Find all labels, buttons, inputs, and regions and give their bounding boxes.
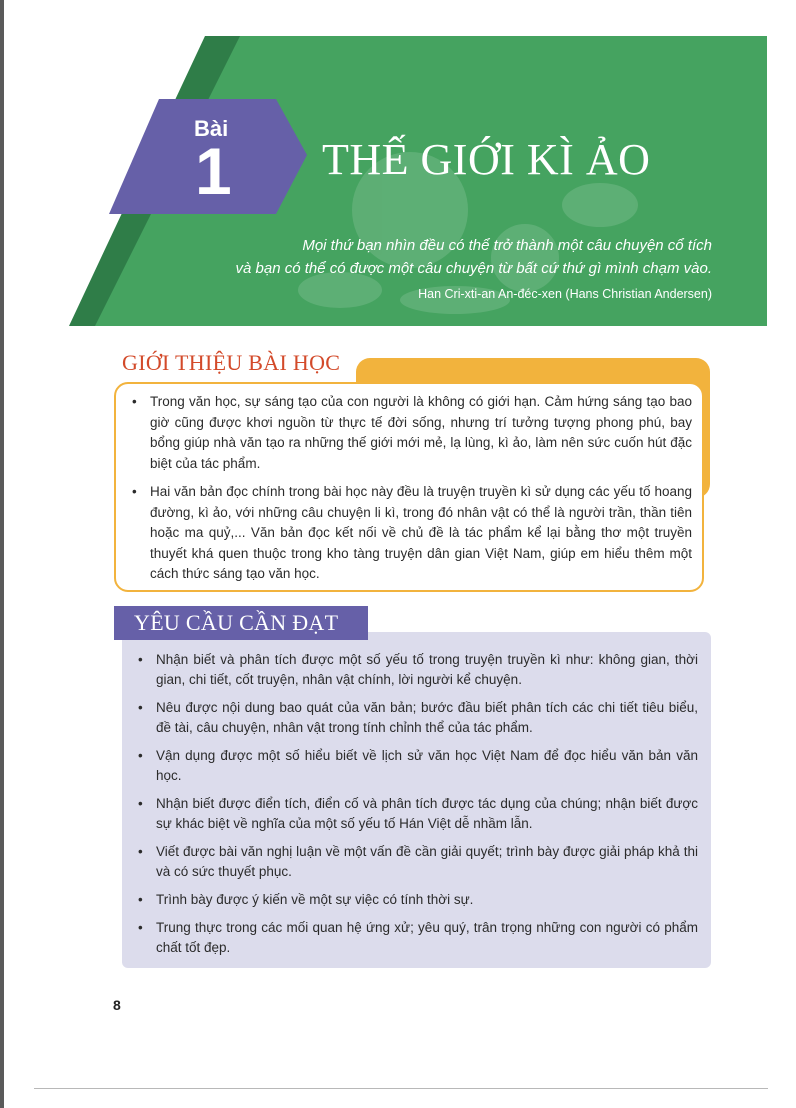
intro-heading: GIỚI THIỆU BÀI HỌC [122, 350, 341, 375]
bottom-divider [34, 1088, 768, 1089]
requirements-list [136, 650, 698, 966]
lesson-title: THẾ GIỚI KÌ ẢO [322, 135, 651, 184]
requirements-heading: YÊU CẦU CẦN ĐẠT [134, 610, 339, 635]
list-item: • Trình bày được ý kiến về một sự việc có tính thời sự. [136, 890, 698, 910]
list-item: • Nhận biết được điển tích, điển cố và phân tích được tác dụng của chúng; nhận biết được sự khác biệt về nghĩa của một số yếu tố Hán Việt dễ nhầm lẫn. [136, 794, 698, 834]
list-item: • Viết được bài văn nghị luận về một vấn đề cần giải quyết; trình bày được giải pháp khả thi và có sức thuyết phục. [136, 842, 698, 882]
quote-line: Mọi thứ bạn nhìn đều có thể trở thành một câu chuyện cổ tích [302, 237, 712, 254]
lesson-label: Bài [194, 116, 229, 141]
list-item: • Hai văn bản đọc chính trong bài học này đều là truyện truyền kì sử dụng các yếu tố hoang đường, kì ảo, với những câu chuyện li kì, trong đó nhân vật có thể là người trần, thần tiên hoặc ma quỷ,... Văn bản đọc kết nối về chủ đề là tác phẩm kể lại bằng thơ một truyền thuyết khá quen thuộc trong kho tàng truyện dân gian Việt Nam, giúp em hiểu thêm một cách thức sáng tạo văn học. [130, 482, 692, 585]
quote-line: và bạn có thể có được một câu chuyện từ bất cứ thứ gì mình chạm vào. [235, 260, 712, 277]
list-item: • Trung thực trong các mối quan hệ ứng xử; yêu quý, trân trọng những con người có phẩm chất tốt đẹp. [136, 918, 698, 958]
list-item: • Nhận biết và phân tích được một số yếu tố trong truyện truyền kì như: không gian, thời gian, chi tiết, cốt truyện, nhân vật chính, lời người kể chuyện. [136, 650, 698, 690]
epigraph-quote [92, 234, 712, 280]
quote-author: Han Cri-xti-an An-đéc-xen (Hans Christian Andersen) [418, 287, 712, 301]
list-item: • Vận dụng được một số hiểu biết về lịch sử văn học Việt Nam để đọc hiểu văn bản văn học. [136, 746, 698, 786]
intro-list [130, 392, 692, 593]
list-item: • Nêu được nội dung bao quát của văn bản; bước đầu biết phân tích các chi tiết tiêu biểu, đề tài, câu chuyện, nhân vật trong tính chỉnh thể của tác phẩm. [136, 698, 698, 738]
list-item: • Trong văn học, sự sáng tạo của con người là không có giới hạn. Cảm hứng sáng tạo bao giờ cũng được khơi nguồn từ thực tế đời sống, nhưng trí tưởng tượng phong phú, bay bổng giúp nhà văn tạo ra những thế giới mới mẻ, lạ lùng, kì ảo, làm nên sức cuốn hút đặc biệt của tác phẩm. [130, 392, 692, 474]
page-number: 8 [113, 997, 121, 1013]
lesson-number: 1 [195, 134, 232, 208]
